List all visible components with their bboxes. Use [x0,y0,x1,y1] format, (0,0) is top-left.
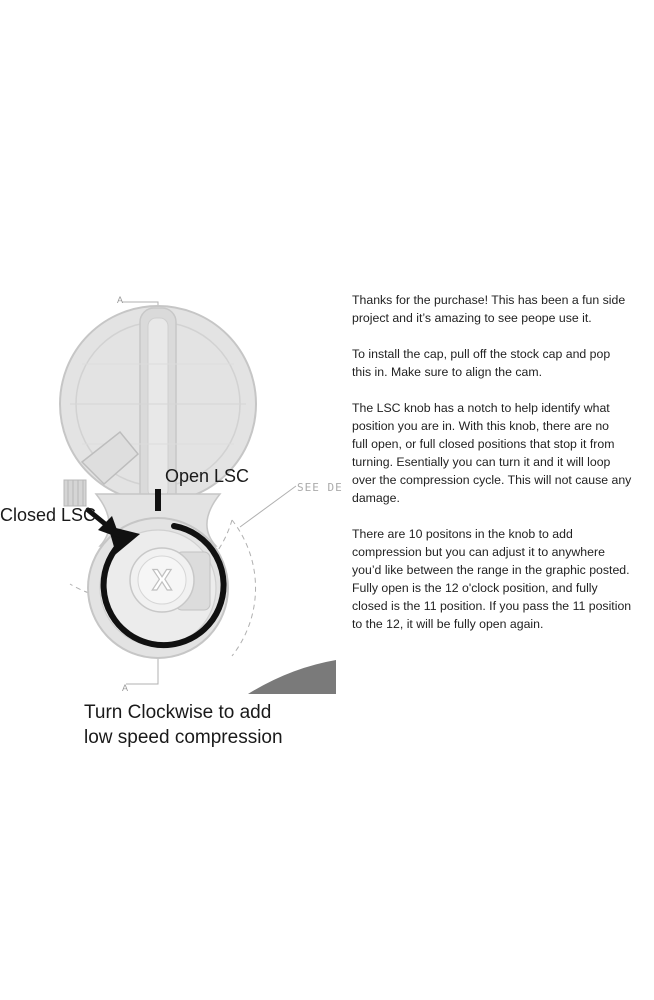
text-line: over the compression cycle. This will not cause any [352,473,632,487]
adjacent-part-shadow [248,660,336,694]
figure-caption [84,700,283,750]
text-line: closed is the 11 position. If you pass the 11 position [352,599,632,613]
text-line: project and it’s amazing to see peope use it. [352,311,592,325]
paragraph-knob [352,399,652,507]
instructions-text [352,291,652,651]
see-detail-label: SEE DE [297,481,343,494]
text-line: compression but you can adjust it to anywhere [352,545,605,559]
text-line: To install the cap, pull off the stock cap and pop [352,347,611,361]
caption-line: Turn Clockwise to add [84,702,272,723]
text-line: There are 10 positons in the knob to add [352,527,573,541]
text-line: turning. Esentially you can turn it and it will loop [352,455,611,469]
section-a-bottom-label: A [122,683,129,693]
paragraph-positions [352,525,652,633]
text-line: this in. Make sure to align the cam. [352,365,543,379]
open-lsc-marker [155,489,161,511]
closed-lsc-label: Closed LSC [0,505,97,525]
text-line: to the 12, it will be fully open again. [352,617,544,631]
text-line: position you are in. With this knob, there are no [352,419,610,433]
section-a-top-label: A [117,295,124,305]
text-line: Fully open is the 12 o'clock position, and fully [352,581,598,595]
text-line: The LSC knob has a notch to help identify what [352,401,610,415]
paragraph-install [352,345,652,381]
text-line: damage. [352,491,400,505]
paragraph-thanks [352,291,652,327]
knob-logo-icon: X [151,564,173,597]
text-line: Thanks for the purchase! This has been a fun side [352,293,626,307]
text-line: full open, or full closed positions that stop it from [352,437,615,451]
caption-line: low speed compression [84,727,283,748]
open-lsc-label: Open LSC [165,466,250,486]
text-line: you’d like between the range in the graphic posted. [352,563,630,577]
